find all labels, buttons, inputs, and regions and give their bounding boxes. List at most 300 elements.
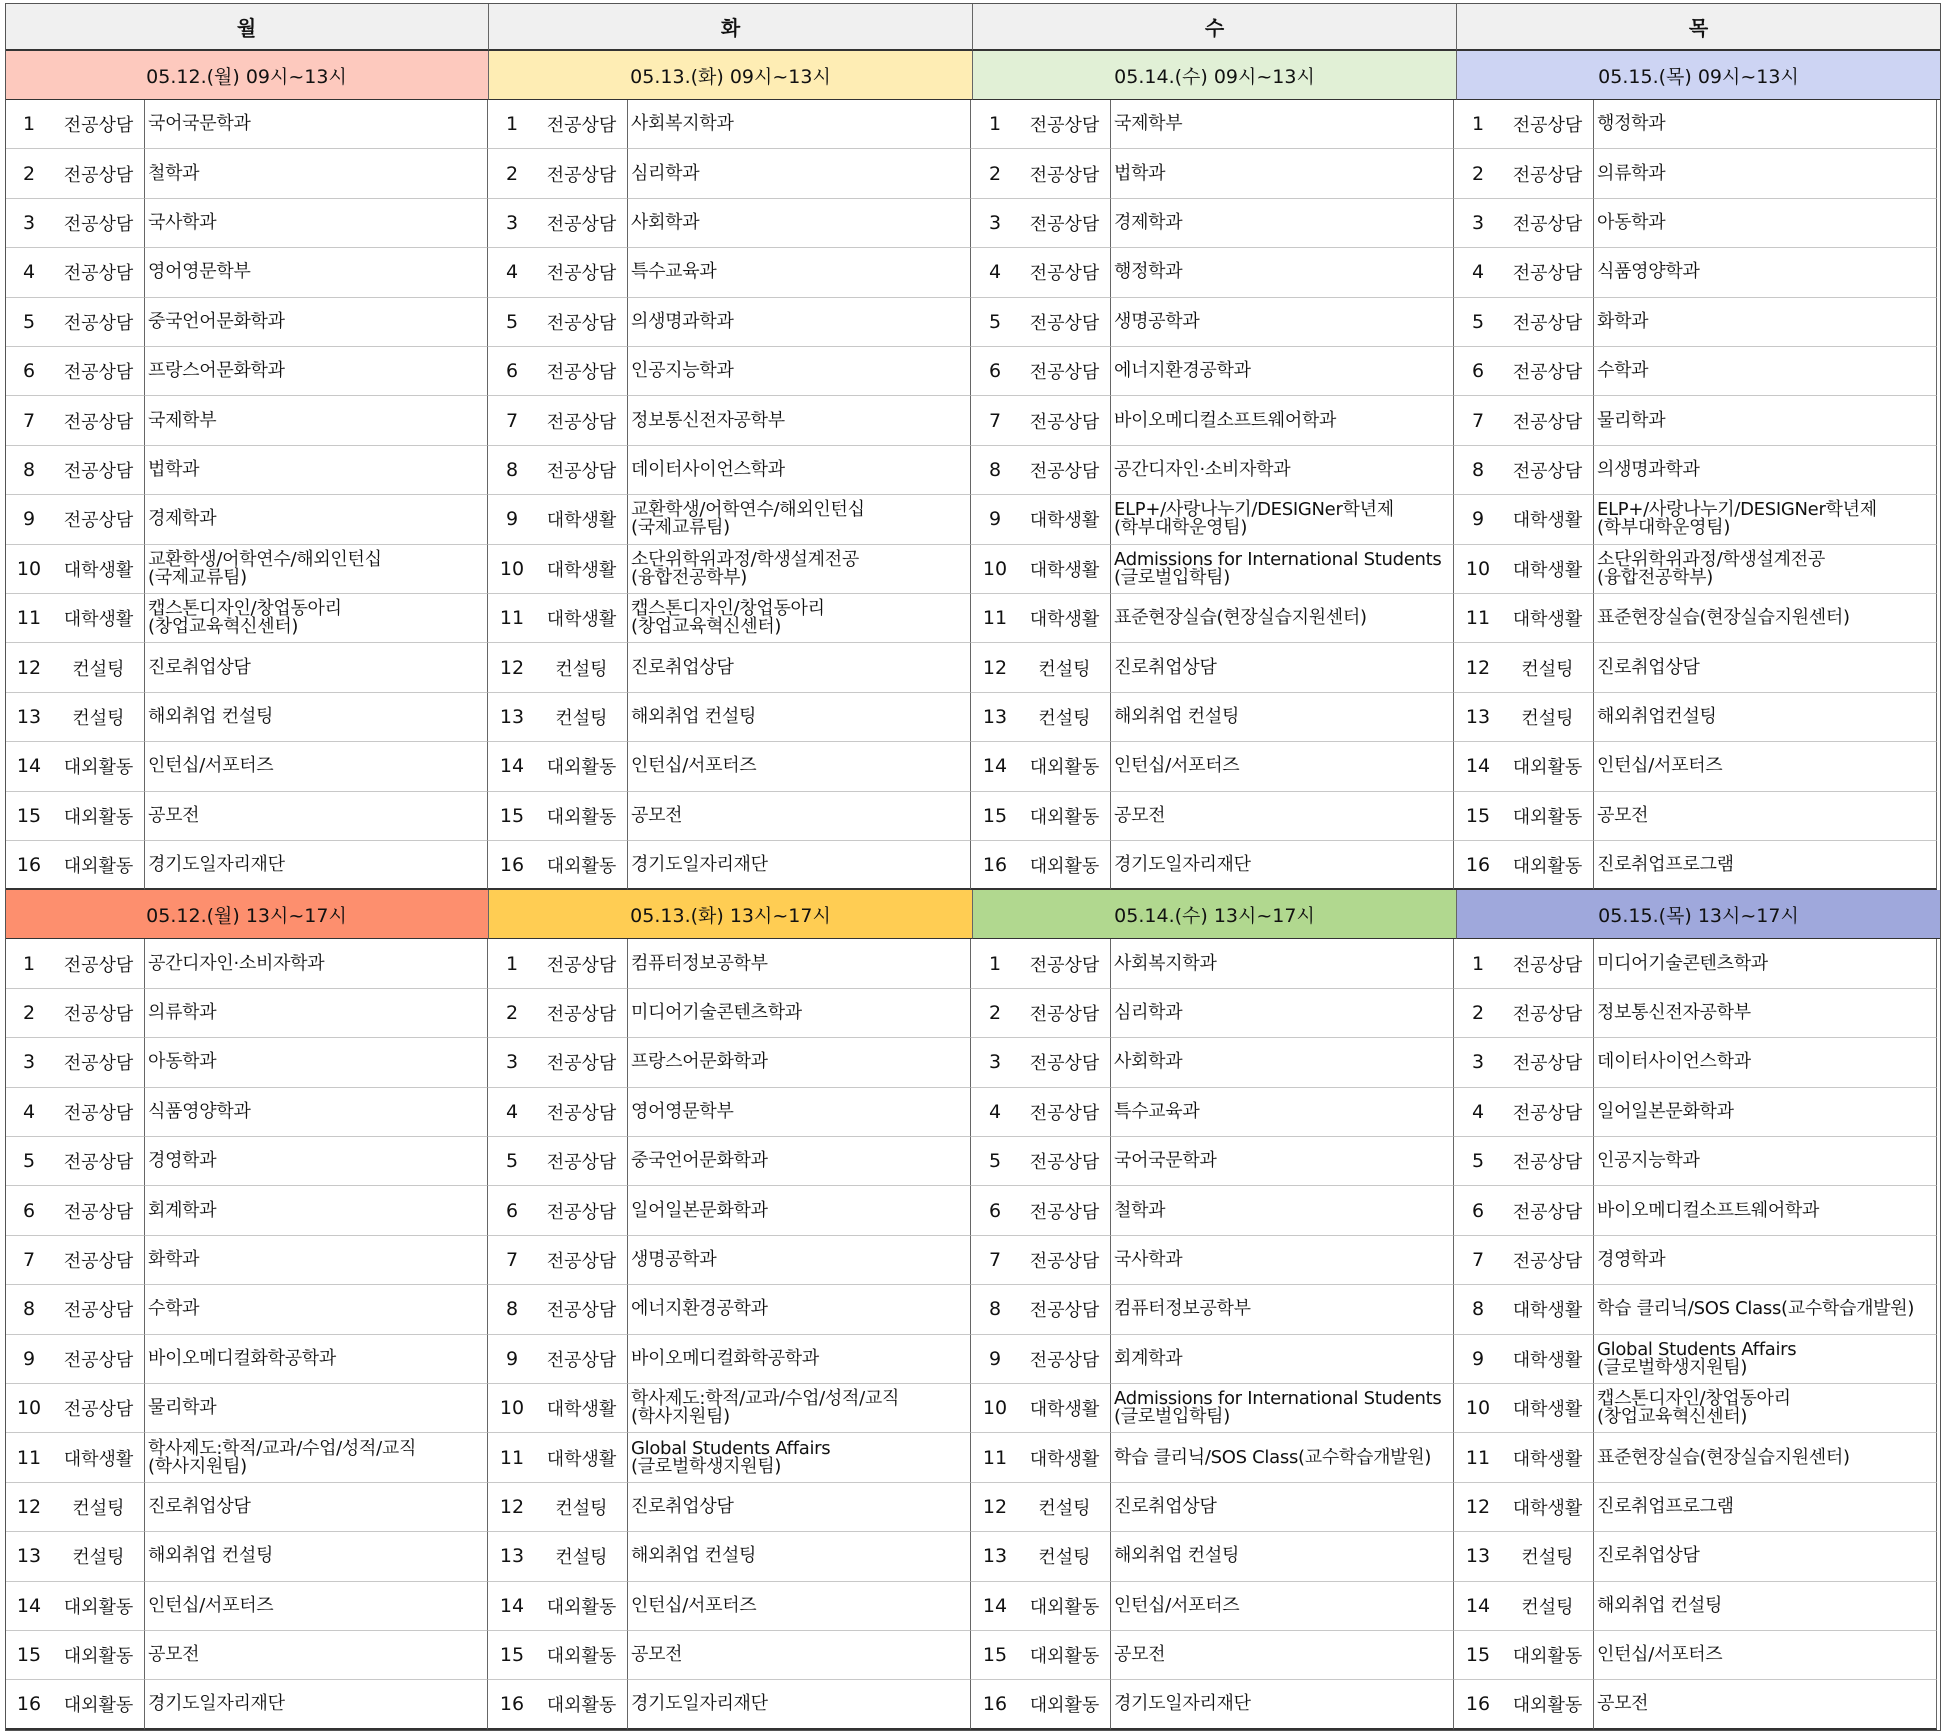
row-number: 16 xyxy=(1454,841,1502,890)
program-item: 사회복지학과 xyxy=(628,100,971,149)
row-number: 6 xyxy=(5,1186,53,1235)
program-item: 해외취업 컨설팅 xyxy=(628,1532,971,1581)
row-number: 2 xyxy=(5,989,53,1038)
table-row xyxy=(5,1088,1941,1137)
row-number: 14 xyxy=(488,742,536,791)
category-label: 컨설팅 xyxy=(53,693,145,742)
program-item: 식품영양학과 xyxy=(145,1088,488,1137)
day-header: 화 xyxy=(489,3,973,51)
row-number: 4 xyxy=(5,1088,53,1137)
row-number: 11 xyxy=(488,1433,536,1482)
program-item: 행정학과 xyxy=(1594,100,1937,149)
category-label: 대학생활 xyxy=(1502,594,1594,643)
program-item: 물리학과 xyxy=(145,1384,488,1433)
program-item: 공간디자인·소비자학과 xyxy=(1111,446,1454,495)
row-number: 13 xyxy=(5,1532,53,1581)
category-label: 대학생활 xyxy=(1502,1483,1594,1532)
category-label: 전공상담 xyxy=(536,1335,628,1384)
row-number: 16 xyxy=(5,841,53,890)
category-label: 전공상담 xyxy=(536,396,628,445)
category-label: 전공상담 xyxy=(1502,989,1594,1038)
category-label: 전공상담 xyxy=(53,1285,145,1334)
category-label: 컨설팅 xyxy=(1019,1532,1111,1581)
row-number: 7 xyxy=(488,1236,536,1285)
category-label: 전공상담 xyxy=(1502,298,1594,347)
category-label: 전공상담 xyxy=(1019,939,1111,988)
row-number: 10 xyxy=(488,545,536,594)
row-number: 16 xyxy=(971,841,1019,890)
row-number: 3 xyxy=(971,199,1019,248)
table-row xyxy=(5,1038,1941,1087)
program-item: 데이터사이언스학과 xyxy=(628,446,971,495)
program-item: 경기도일자리재단 xyxy=(1111,1680,1454,1729)
program-item: 진로취업상담 xyxy=(145,1483,488,1532)
row-number: 3 xyxy=(5,199,53,248)
category-label: 컨설팅 xyxy=(53,1483,145,1532)
program-item: 인공지능학과 xyxy=(628,347,971,396)
row-number: 15 xyxy=(488,792,536,841)
category-label: 전공상담 xyxy=(1502,1186,1594,1235)
category-label: 대학생활 xyxy=(536,1433,628,1482)
table-row xyxy=(5,1285,1941,1334)
row-number: 8 xyxy=(488,1285,536,1334)
program-item: 특수교육과 xyxy=(628,248,971,297)
category-label: 대학생활 xyxy=(1502,1384,1594,1433)
time-slot-row xyxy=(5,51,1941,100)
row-number: 7 xyxy=(1454,1236,1502,1285)
program-item: 프랑스어문화학과 xyxy=(145,347,488,396)
category-label: 전공상담 xyxy=(53,446,145,495)
row-number: 15 xyxy=(5,792,53,841)
row-number: 10 xyxy=(971,1384,1019,1433)
category-label: 대학생활 xyxy=(536,594,628,643)
row-number: 8 xyxy=(1454,1285,1502,1334)
category-label: 전공상담 xyxy=(536,1285,628,1334)
row-number: 6 xyxy=(1454,1186,1502,1235)
category-label: 전공상담 xyxy=(536,100,628,149)
program-item: 소단위학위과정/학생설계전공 (융합전공학부) xyxy=(628,545,971,594)
category-label: 전공상담 xyxy=(536,347,628,396)
row-number: 12 xyxy=(971,1483,1019,1532)
program-item: 진로취업상담 xyxy=(1594,643,1937,692)
row-number: 9 xyxy=(488,495,536,544)
day-header: 목 xyxy=(1457,3,1941,51)
program-item: Admissions for International Students (글로벌입학팀) xyxy=(1111,1384,1454,1433)
program-item: 경기도일자리재단 xyxy=(628,841,971,890)
row-number: 4 xyxy=(488,1088,536,1137)
program-item: 사회복지학과 xyxy=(1111,939,1454,988)
row-number: 11 xyxy=(488,594,536,643)
category-label: 대외활동 xyxy=(1019,841,1111,890)
program-item: 인공지능학과 xyxy=(1594,1137,1937,1186)
category-label: 전공상담 xyxy=(1502,1088,1594,1137)
row-number: 3 xyxy=(1454,199,1502,248)
category-label: 전공상담 xyxy=(1019,989,1111,1038)
table-row xyxy=(5,841,1941,890)
program-item: 경기도일자리재단 xyxy=(628,1680,971,1729)
program-item: Global Students Affairs (글로벌학생지원팀) xyxy=(1594,1335,1937,1384)
category-label: 컨설팅 xyxy=(53,643,145,692)
category-label: 대학생활 xyxy=(1019,545,1111,594)
category-label: 대외활동 xyxy=(1019,742,1111,791)
category-label: 전공상담 xyxy=(1019,149,1111,198)
program-item: 컴퓨터정보공학부 xyxy=(1111,1285,1454,1334)
program-item: 공모전 xyxy=(1111,1631,1454,1680)
day-header-row xyxy=(5,3,1941,51)
program-item: 인턴십/서포터즈 xyxy=(145,1582,488,1631)
category-label: 전공상담 xyxy=(1502,446,1594,495)
program-item: 미디어기술콘텐츠학과 xyxy=(1594,939,1937,988)
row-number: 8 xyxy=(971,446,1019,495)
program-item: 인턴십/서포터즈 xyxy=(145,742,488,791)
table-row xyxy=(5,1335,1941,1384)
row-number: 6 xyxy=(488,347,536,396)
program-item: 경제학과 xyxy=(145,495,488,544)
table-row xyxy=(5,1236,1941,1285)
category-label: 대외활동 xyxy=(1019,1631,1111,1680)
row-number: 9 xyxy=(488,1335,536,1384)
row-number: 11 xyxy=(5,1433,53,1482)
time-slot-header: 05.12.(월) 13시~17시 xyxy=(5,890,489,939)
row-number: 9 xyxy=(5,1335,53,1384)
category-label: 대학생활 xyxy=(1019,1433,1111,1482)
program-item: 진로취업상담 xyxy=(145,643,488,692)
program-item: 국제학부 xyxy=(145,396,488,445)
row-number: 13 xyxy=(971,693,1019,742)
program-item: 수학과 xyxy=(145,1285,488,1334)
category-label: 전공상담 xyxy=(536,1137,628,1186)
table-row xyxy=(5,545,1941,594)
row-number: 12 xyxy=(5,643,53,692)
table-row xyxy=(5,1137,1941,1186)
program-item: 국어국문학과 xyxy=(1111,1137,1454,1186)
category-label: 전공상담 xyxy=(1502,199,1594,248)
category-label: 전공상담 xyxy=(536,1186,628,1235)
row-number: 8 xyxy=(5,1285,53,1334)
program-item: 인턴십/서포터즈 xyxy=(628,1582,971,1631)
row-number: 15 xyxy=(971,1631,1019,1680)
program-item: 해외취업 컨설팅 xyxy=(628,693,971,742)
program-item: Admissions for International Students (글로벌입학팀) xyxy=(1111,545,1454,594)
category-label: 대외활동 xyxy=(53,841,145,890)
category-label: 전공상담 xyxy=(1019,100,1111,149)
time-slot-header: 05.13.(화) 09시~13시 xyxy=(489,51,973,100)
category-label: 대외활동 xyxy=(536,841,628,890)
program-item: 해외취업 컨설팅 xyxy=(1111,1532,1454,1581)
time-slot-row xyxy=(5,890,1941,939)
row-number: 16 xyxy=(1454,1680,1502,1729)
category-label: 전공상담 xyxy=(1019,1335,1111,1384)
program-item: 국사학과 xyxy=(1111,1236,1454,1285)
row-number: 13 xyxy=(1454,1532,1502,1581)
category-label: 전공상담 xyxy=(53,495,145,544)
category-label: 대학생활 xyxy=(1502,1285,1594,1334)
row-number: 16 xyxy=(971,1680,1019,1729)
category-label: 컨설팅 xyxy=(1019,1483,1111,1532)
row-number: 6 xyxy=(488,1186,536,1235)
row-number: 7 xyxy=(971,1236,1019,1285)
row-number: 8 xyxy=(488,446,536,495)
row-number: 4 xyxy=(971,1088,1019,1137)
table-row xyxy=(5,1631,1941,1680)
row-number: 12 xyxy=(1454,1483,1502,1532)
program-item: 사회학과 xyxy=(628,199,971,248)
row-number: 2 xyxy=(1454,989,1502,1038)
program-item: 식품영양학과 xyxy=(1594,248,1937,297)
row-number: 14 xyxy=(971,742,1019,791)
category-label: 전공상담 xyxy=(1019,396,1111,445)
category-label: 전공상담 xyxy=(1019,199,1111,248)
table-row xyxy=(5,1433,1941,1482)
program-item: 바이오메디컬화학공학과 xyxy=(145,1335,488,1384)
row-number: 1 xyxy=(5,939,53,988)
category-label: 대학생활 xyxy=(536,545,628,594)
category-label: 전공상담 xyxy=(1019,1236,1111,1285)
program-item: 진로취업상담 xyxy=(1111,643,1454,692)
category-label: 전공상담 xyxy=(1502,396,1594,445)
category-label: 전공상담 xyxy=(1502,1236,1594,1285)
program-item: 학사제도:학적/교과/수업/성적/교직 (학사지원팀) xyxy=(145,1433,488,1482)
program-item: 공모전 xyxy=(145,792,488,841)
row-number: 2 xyxy=(488,989,536,1038)
category-label: 전공상담 xyxy=(53,1236,145,1285)
row-number: 14 xyxy=(1454,742,1502,791)
category-label: 대학생활 xyxy=(1502,1335,1594,1384)
row-number: 7 xyxy=(488,396,536,445)
category-label: 전공상담 xyxy=(536,1088,628,1137)
row-number: 12 xyxy=(5,1483,53,1532)
row-number: 5 xyxy=(488,298,536,347)
category-label: 대외활동 xyxy=(53,1680,145,1729)
program-item: 미디어기술콘텐츠학과 xyxy=(628,989,971,1038)
row-number: 13 xyxy=(1454,693,1502,742)
row-number: 15 xyxy=(1454,792,1502,841)
day-header: 월 xyxy=(5,3,489,51)
row-number: 2 xyxy=(971,989,1019,1038)
table-row xyxy=(5,149,1941,198)
program-item: 데이터사이언스학과 xyxy=(1594,1038,1937,1087)
row-number: 11 xyxy=(1454,1433,1502,1482)
table-row xyxy=(5,396,1941,445)
row-number: 1 xyxy=(971,100,1019,149)
program-item: 심리학과 xyxy=(1111,989,1454,1038)
program-item: 국사학과 xyxy=(145,199,488,248)
program-item: 철학과 xyxy=(1111,1186,1454,1235)
category-label: 대외활동 xyxy=(1502,841,1594,890)
row-number: 1 xyxy=(488,939,536,988)
program-item: 공모전 xyxy=(628,792,971,841)
category-label: 전공상담 xyxy=(53,1384,145,1433)
row-number: 13 xyxy=(5,693,53,742)
program-item: 영어영문학부 xyxy=(628,1088,971,1137)
row-number: 11 xyxy=(5,594,53,643)
program-item: 표준현장실습(현장실습지원센터) xyxy=(1594,594,1937,643)
table-row xyxy=(5,100,1941,149)
row-number: 14 xyxy=(1454,1582,1502,1631)
program-item: 진로취업상담 xyxy=(1111,1483,1454,1532)
category-label: 전공상담 xyxy=(536,149,628,198)
program-item: 해외취업컨설팅 xyxy=(1594,693,1937,742)
category-label: 대학생활 xyxy=(1502,1433,1594,1482)
category-label: 컨설팅 xyxy=(1019,693,1111,742)
row-number: 8 xyxy=(1454,446,1502,495)
row-number: 4 xyxy=(1454,248,1502,297)
table-row xyxy=(5,693,1941,742)
program-item: 화학과 xyxy=(145,1236,488,1285)
row-number: 15 xyxy=(5,1631,53,1680)
row-number: 2 xyxy=(971,149,1019,198)
category-label: 대학생활 xyxy=(53,594,145,643)
program-item: 해외취업 컨설팅 xyxy=(145,1532,488,1581)
program-item: 해외취업 컨설팅 xyxy=(145,693,488,742)
row-number: 1 xyxy=(1454,100,1502,149)
program-item: 국제학부 xyxy=(1111,100,1454,149)
program-item: 경제학과 xyxy=(1111,199,1454,248)
row-number: 2 xyxy=(1454,149,1502,198)
row-number: 15 xyxy=(1454,1631,1502,1680)
row-number: 7 xyxy=(1454,396,1502,445)
row-number: 6 xyxy=(5,347,53,396)
table-row xyxy=(5,248,1941,297)
category-label: 컨설팅 xyxy=(1502,1582,1594,1631)
program-item: 에너지환경공학과 xyxy=(1111,347,1454,396)
program-item: 의생명과학과 xyxy=(628,298,971,347)
table-row xyxy=(5,347,1941,396)
category-label: 컨설팅 xyxy=(53,1532,145,1581)
program-item: 행정학과 xyxy=(1111,248,1454,297)
row-number: 5 xyxy=(971,298,1019,347)
program-item: 캡스톤디자인/창업동아리 (창업교육혁신센터) xyxy=(145,594,488,643)
table-row xyxy=(5,792,1941,841)
program-item: 학습 클리닉/SOS Class(교수학습개발원) xyxy=(1111,1433,1454,1482)
category-label: 대외활동 xyxy=(536,742,628,791)
program-item: 표준현장실습(현장실습지원센터) xyxy=(1594,1433,1937,1482)
category-label: 대외활동 xyxy=(1502,742,1594,791)
row-number: 4 xyxy=(488,248,536,297)
program-item: 교환학생/어학연수/해외인턴십 (국제교류팀) xyxy=(145,545,488,594)
program-item: 바이오메디컬소프트웨어학과 xyxy=(1594,1186,1937,1235)
time-slot-header: 05.14.(수) 13시~17시 xyxy=(973,890,1457,939)
program-item: 진로취업상담 xyxy=(628,1483,971,1532)
category-label: 대외활동 xyxy=(1502,1631,1594,1680)
row-number: 13 xyxy=(971,1532,1019,1581)
program-item: 정보통신전자공학부 xyxy=(1594,989,1937,1038)
category-label: 전공상담 xyxy=(1502,100,1594,149)
program-item: 프랑스어문화학과 xyxy=(628,1038,971,1087)
row-number: 10 xyxy=(971,545,1019,594)
category-label: 전공상담 xyxy=(536,939,628,988)
row-number: 9 xyxy=(5,495,53,544)
program-item: 공모전 xyxy=(145,1631,488,1680)
table-row xyxy=(5,1384,1941,1433)
category-label: 대외활동 xyxy=(1019,1582,1111,1631)
program-item: 경영학과 xyxy=(145,1137,488,1186)
program-item: 수학과 xyxy=(1594,347,1937,396)
row-number: 7 xyxy=(5,1236,53,1285)
category-label: 대외활동 xyxy=(53,792,145,841)
category-label: 전공상담 xyxy=(536,1236,628,1285)
category-label: 전공상담 xyxy=(536,1038,628,1087)
row-number: 14 xyxy=(5,742,53,791)
category-label: 전공상담 xyxy=(53,1038,145,1087)
program-item: Global Students Affairs (글로벌학생지원팀) xyxy=(628,1433,971,1482)
program-item: 진로취업상담 xyxy=(1594,1532,1937,1581)
category-label: 대학생활 xyxy=(536,495,628,544)
row-number: 7 xyxy=(971,396,1019,445)
program-item: 중국언어문화학과 xyxy=(628,1137,971,1186)
program-item: 특수교육과 xyxy=(1111,1088,1454,1137)
row-number: 4 xyxy=(971,248,1019,297)
category-label: 대학생활 xyxy=(53,545,145,594)
category-label: 컨설팅 xyxy=(536,693,628,742)
program-item: 법학과 xyxy=(145,446,488,495)
row-number: 13 xyxy=(488,693,536,742)
program-item: 의생명과학과 xyxy=(1594,446,1937,495)
category-label: 대외활동 xyxy=(536,792,628,841)
category-label: 전공상담 xyxy=(1502,1038,1594,1087)
row-number: 1 xyxy=(488,100,536,149)
program-item: 해외취업 컨설팅 xyxy=(1594,1582,1937,1631)
program-item: 공간디자인·소비자학과 xyxy=(145,939,488,988)
program-item: 일어일본문화학과 xyxy=(1594,1088,1937,1137)
row-number: 12 xyxy=(1454,643,1502,692)
program-item: ELP+/사랑나누기/DESIGNer학년제 (학부대학운영팀) xyxy=(1594,495,1937,544)
row-number: 9 xyxy=(971,495,1019,544)
category-label: 전공상담 xyxy=(53,1137,145,1186)
row-number: 4 xyxy=(5,248,53,297)
program-item: 영어영문학부 xyxy=(145,248,488,297)
category-label: 대외활동 xyxy=(1019,1680,1111,1729)
program-item: 중국언어문화학과 xyxy=(145,298,488,347)
program-item: 교환학생/어학연수/해외인턴십 (국제교류팀) xyxy=(628,495,971,544)
row-number: 14 xyxy=(488,1582,536,1631)
row-number: 15 xyxy=(971,792,1019,841)
category-label: 대외활동 xyxy=(1502,792,1594,841)
category-label: 전공상담 xyxy=(1019,446,1111,495)
category-label: 컨설팅 xyxy=(1502,693,1594,742)
category-label: 대외활동 xyxy=(1502,1680,1594,1729)
row-number: 16 xyxy=(488,1680,536,1729)
row-number: 10 xyxy=(5,545,53,594)
program-item: 에너지환경공학과 xyxy=(628,1285,971,1334)
category-label: 대학생활 xyxy=(53,1433,145,1482)
category-label: 컨설팅 xyxy=(1502,643,1594,692)
table-row xyxy=(5,643,1941,692)
row-number: 12 xyxy=(971,643,1019,692)
program-item: 인턴십/서포터즈 xyxy=(1594,742,1937,791)
time-slot-header: 05.14.(수) 09시~13시 xyxy=(973,51,1457,100)
program-item: 학습 클리닉/SOS Class(교수학습개발원) xyxy=(1594,1285,1937,1334)
row-number: 11 xyxy=(1454,594,1502,643)
row-number: 3 xyxy=(488,199,536,248)
category-label: 전공상담 xyxy=(536,446,628,495)
row-number: 5 xyxy=(1454,1137,1502,1186)
category-label: 대외활동 xyxy=(53,1631,145,1680)
table-row xyxy=(5,446,1941,495)
time-slot-header: 05.12.(월) 09시~13시 xyxy=(5,51,489,100)
row-number: 14 xyxy=(5,1582,53,1631)
program-item: 진로취업상담 xyxy=(628,643,971,692)
category-label: 대학생활 xyxy=(1019,495,1111,544)
category-label: 전공상담 xyxy=(53,347,145,396)
row-number: 1 xyxy=(5,100,53,149)
category-label: 전공상담 xyxy=(53,396,145,445)
program-item: 캡스톤디자인/창업동아리 (창업교육혁신센터) xyxy=(1594,1384,1937,1433)
category-label: 전공상담 xyxy=(1019,298,1111,347)
category-label: 전공상담 xyxy=(53,1335,145,1384)
program-item: 사회학과 xyxy=(1111,1038,1454,1087)
category-label: 전공상담 xyxy=(536,989,628,1038)
